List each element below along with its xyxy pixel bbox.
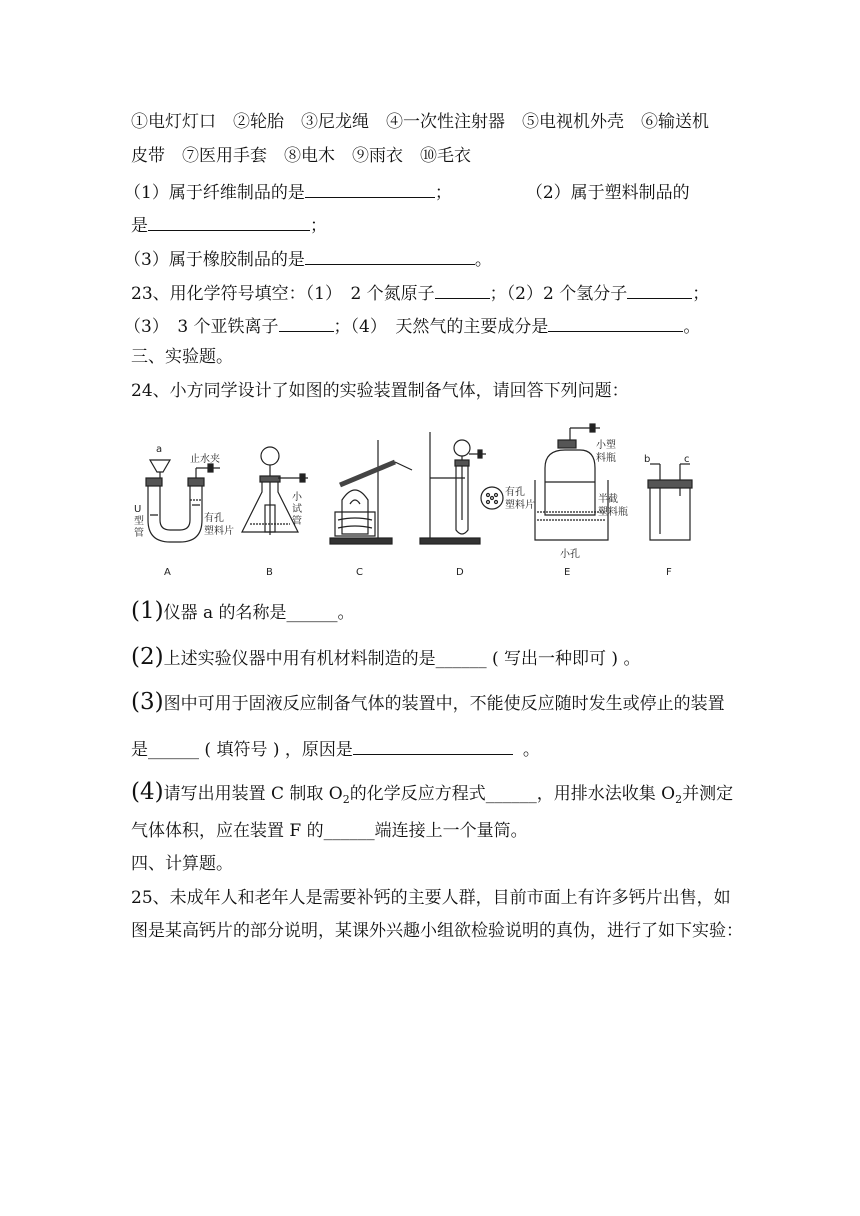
q23-blank-1[interactable]: [435, 280, 490, 299]
label-banjie: 半截: [598, 494, 618, 505]
label-fig-c: C: [356, 567, 363, 578]
q24-s4-a: 请写出用装置 C 制取 O: [163, 784, 343, 804]
materials-line-1: ①电灯灯口 ②轮胎 ③尼龙绳 ④一次性注射器 ⑤电视机外壳 ⑥输送机: [131, 112, 709, 132]
q24-s2-text: 上述实验仪器中用有机材料制造的是______ ( 写出一种即可 ) 。: [163, 649, 641, 669]
label-b: b: [644, 454, 651, 465]
q22-p2-label: （2）属于塑料制品的: [525, 183, 690, 203]
q23-end2: 。: [683, 317, 701, 337]
label-zhishuijia: 止水夹: [190, 454, 220, 465]
label-liaoping: 料瓶: [596, 453, 616, 464]
label-fig-b: B: [266, 567, 273, 578]
label-guan: 管: [292, 516, 302, 527]
label-xiao: 小: [292, 492, 302, 503]
q24-s4-num: (4): [131, 779, 164, 805]
q23-blank-4[interactable]: [548, 313, 683, 332]
q24-s1-text: 仪器 a 的名称是______。: [163, 603, 355, 623]
q22-p1-end: ；: [434, 183, 452, 203]
q24-s4-cont: 气体体积，应在装置 F 的______端连接上一个量筒。: [131, 821, 528, 841]
label-youkong-2: 有孔: [505, 487, 525, 498]
label-xiaokong: 小孔: [560, 549, 580, 560]
q23-mid2: ；（4） 天然气的主要成分是: [333, 317, 549, 337]
q24-s2-num: (2): [131, 644, 164, 670]
q24-s2: [131, 646, 640, 670]
q23-line2: [124, 313, 700, 338]
label-u1: U: [134, 504, 142, 515]
q22-blank-rubber[interactable]: [305, 246, 475, 265]
q24-s3: [131, 691, 725, 715]
q24-s1-num: (1): [131, 598, 164, 624]
q25-line-1: 25、未成年人和老年人是需要补钙的主要人群，目前市面上有许多钙片出售，如: [131, 888, 731, 908]
label-u3: 管: [134, 528, 144, 539]
q24-s3-cont: [131, 736, 540, 761]
q24-s4: [131, 781, 733, 811]
section-3-heading: 三、实验题。: [131, 347, 233, 367]
q24-s3-text: 图中可用于固液反应制备气体的装置中，不能使反应随时发生或停止的装置: [163, 694, 725, 714]
q22-part2-cont: [131, 212, 327, 237]
label-shi: 试: [292, 504, 302, 515]
q24-s4-c: 并测定: [682, 784, 734, 804]
label-youkong-1: 有孔: [204, 513, 224, 524]
q22-p2-cont: 是: [131, 216, 148, 236]
q22-p3-end: 。: [474, 250, 492, 270]
label-fig-f: F: [666, 567, 672, 578]
label-a: a: [156, 444, 163, 455]
q23-mid1: ；（2）2 个氢分子: [489, 284, 628, 304]
q24-s4-sub1: 2: [342, 793, 350, 806]
label-suliaopian-2: 塑料片: [505, 500, 535, 511]
q24-s3-num: (3): [131, 689, 164, 715]
q24-intro: 24、小方同学设计了如图的实验装置制备气体，请回答下列问题：: [131, 381, 629, 401]
q24-blank-reason[interactable]: [353, 736, 513, 755]
q24-s4-sub2: 2: [675, 793, 683, 806]
apparatus-f: [648, 464, 692, 540]
label-xiaosuliao: 小塑: [596, 440, 616, 451]
q22-p3-label: （3）属于橡胶制品的是: [124, 250, 305, 270]
q24-s1: [131, 600, 355, 624]
apparatus-figure: [130, 420, 730, 585]
q23-end1: ；: [692, 284, 710, 304]
section-4-heading: 四、计算题。: [131, 854, 233, 874]
q22-part1-2: [124, 179, 690, 204]
q22-blank-fiber[interactable]: [305, 179, 435, 198]
label-u2: 型: [134, 516, 144, 527]
label-suliaopian-1: 塑料片: [204, 526, 234, 537]
apparatus-c: [330, 440, 412, 544]
q23-blank-3[interactable]: [279, 313, 334, 332]
label-c: c: [684, 454, 690, 465]
q23-lead2: （3） 3 个亚铁离子: [124, 317, 279, 337]
q22-part3: [124, 246, 492, 271]
q23-line1: [131, 280, 709, 305]
label-suliaoping: 塑料瓶: [598, 507, 628, 518]
q23-blank-2[interactable]: [627, 280, 692, 299]
q24-s3b-pre: 是______ ( 填符号 ) ，原因是: [131, 740, 353, 760]
q25-line-2: 图是某高钙片的部分说明，某课外兴趣小组欲检验说明的真伪，进行了如下实验：: [131, 921, 743, 941]
apparatus-d: [420, 432, 503, 544]
q23-lead: 23、用化学符号填空：（1） 2 个氮原子: [131, 284, 435, 304]
label-fig-e: E: [564, 567, 571, 578]
q24-s4-b: 的化学反应方程式______，用排水法收集 O: [349, 784, 676, 804]
materials-line-2: 皮带 ⑦医用手套 ⑧电木 ⑨雨衣 ⑩毛衣: [131, 146, 471, 166]
q24-s3b-end: 。: [522, 740, 540, 760]
q22-blank-plastic[interactable]: [148, 212, 310, 231]
label-fig-d: D: [456, 567, 464, 578]
q22-p2-end: ；: [310, 216, 327, 236]
label-fig-a: A: [164, 567, 171, 578]
q22-p1-label: （1）属于纤维制品的是: [124, 183, 305, 203]
